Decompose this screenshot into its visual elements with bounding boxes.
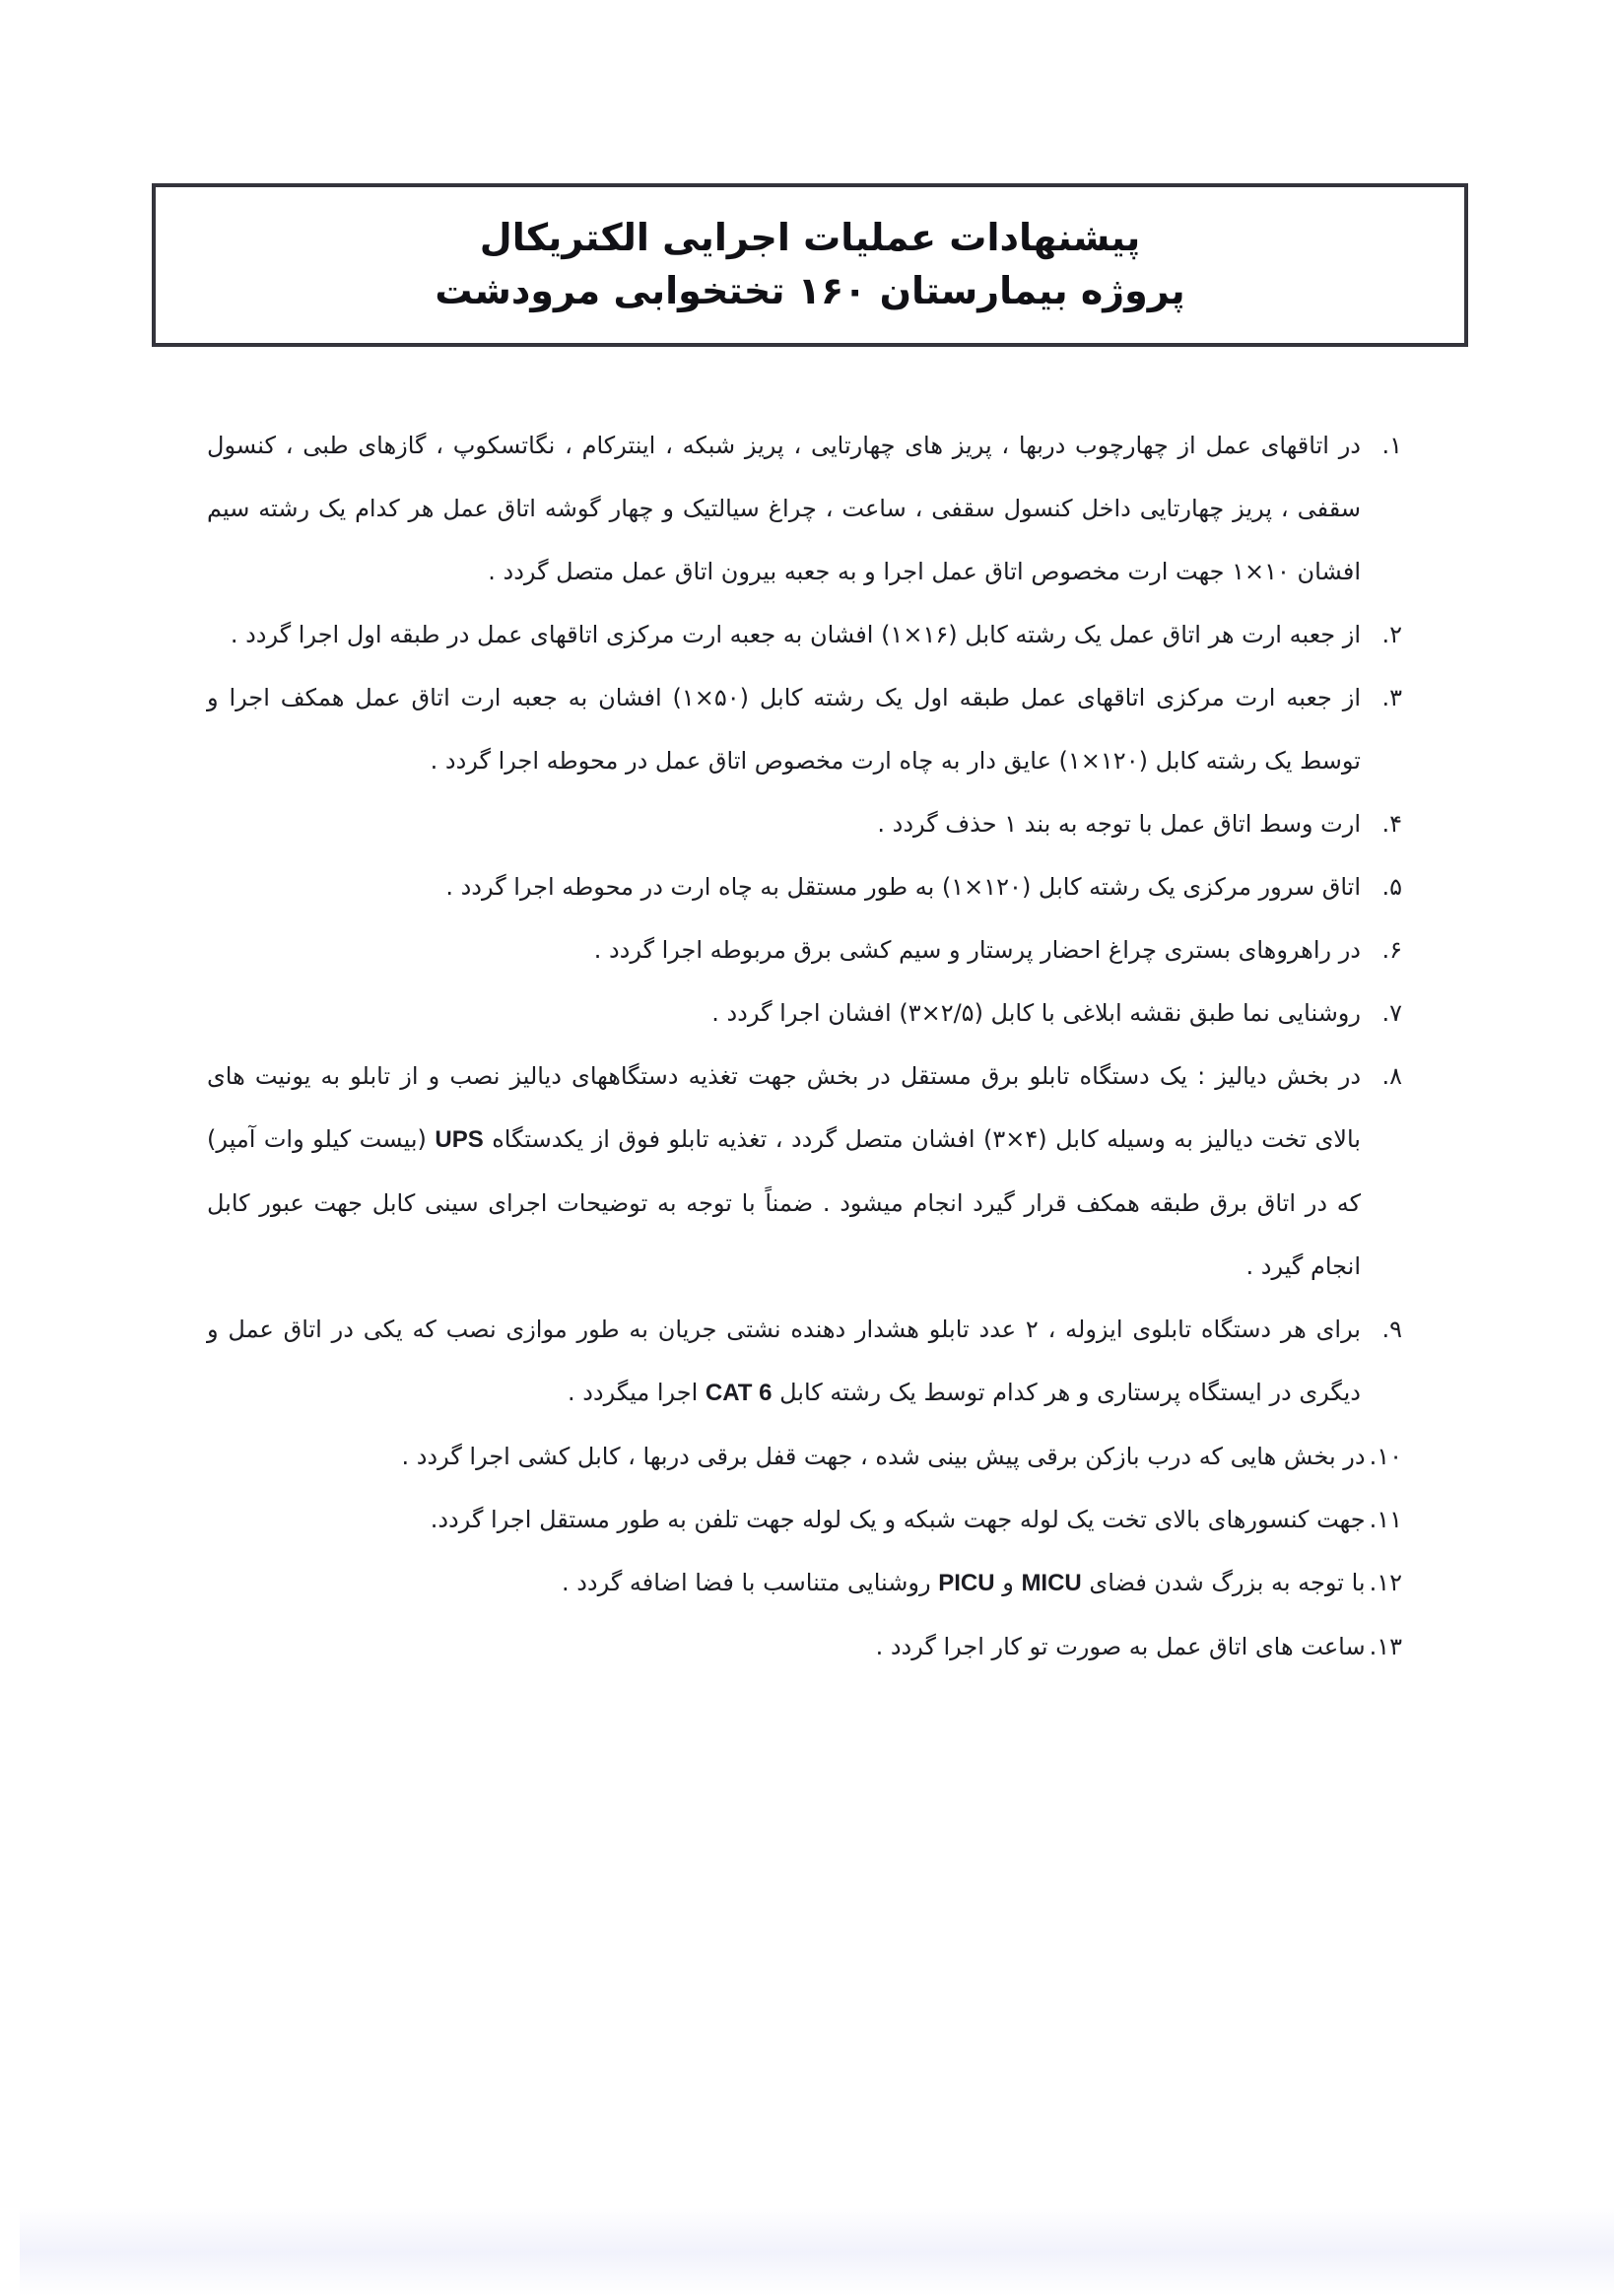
item-text — [207, 1551, 1366, 1615]
item-text-part: (بیست کیلو وات آمپر) که در اتاق برق طبقه همکف قرار گیرد انجام میشود . ضمناً با توجه به توضیحات اجرای سینی کابل جهت عبور کابل انجام گیرد . — [207, 1125, 1361, 1280]
list-item-12 — [207, 1551, 1402, 1615]
list-item-11 — [207, 1488, 1402, 1551]
item-text-part: با توجه به بزرگ شدن فضای — [1089, 1569, 1366, 1596]
item-number: ۵. — [1381, 873, 1402, 901]
item-number: ۳. — [1381, 684, 1402, 711]
item-text: جهت کنسورهای بالای تخت یک لوله جهت شبکه و یک لوله جهت تلفن به طور مستقل اجرا گردد. — [430, 1506, 1366, 1533]
item-text — [207, 1045, 1361, 1298]
item-text: روشنایی نما طبق نقشه ابلاغی با کابل (۲/۵×۳) افشان اجرا گردد . — [711, 999, 1361, 1027]
item-text: از جعبه ارت مرکزی اتاقهای عمل طبقه اول یک رشته کابل (۵۰×۱) افشان به جعبه ارت اتاق عمل همکف اجرا و توسط یک رشته کابل (۱۲۰×۱) عایق دار به چاه ارت مخصوص اتاق عمل در محوطه اجرا گردد . — [207, 684, 1361, 775]
cat6-term: CAT 6 — [705, 1380, 773, 1406]
recommendations-list — [207, 414, 1402, 1678]
list-item-3 — [207, 666, 1402, 792]
item-text — [207, 1298, 1361, 1425]
item-number: ۱۲. — [1369, 1569, 1402, 1596]
list-item-9 — [207, 1298, 1402, 1425]
picu-term: PICU — [938, 1570, 995, 1596]
item-text-part: روشنایی متناسب با فضا اضافه گردد . — [561, 1569, 931, 1596]
list-item-10 — [207, 1425, 1402, 1488]
item-text: در اتاقهای عمل از چهارچوب دربها ، پریز های چهارتایی ، پریز شبکه ، اینترکام ، نگاتسکوپ ، گازهای طبی ، کنسول سقفی ، پریز چهارتایی داخل کنسول سقفی ، ساعت ، چراغ سیالتیک و چهار گوشه اتاق عمل هر کدام یک رشته سیم افشان ۱۰×۱ جهت ارت مخصوص اتاق عمل اجرا و به جعبه بیرون اتاق عمل متصل گردد . — [207, 432, 1361, 585]
document-title: پیشنهادات عملیات اجرایی الکتریکال — [479, 216, 1141, 260]
item-number: ۸. — [1381, 1062, 1402, 1090]
item-number: ۱۰. — [1369, 1443, 1402, 1470]
ups-term: UPS — [435, 1126, 484, 1153]
title-box — [152, 183, 1468, 347]
list-item-7 — [207, 981, 1402, 1045]
item-number: ۲. — [1381, 621, 1402, 648]
list-item-8 — [207, 1045, 1402, 1298]
list-item-13 — [207, 1615, 1402, 1678]
list-item-2 — [207, 603, 1402, 666]
item-text: از جعبه ارت هر اتاق عمل یک رشته کابل (۱۶×۱) افشان به جعبه ارت مرکزی اتاقهای عمل در طبقه اول اجرا گردد . — [230, 621, 1361, 648]
item-text: ارت وسط اتاق عمل با توجه به بند ۱ حذف گردد . — [877, 810, 1361, 838]
item-number: ۱۳. — [1369, 1633, 1402, 1660]
item-number: ۶. — [1381, 936, 1402, 964]
item-text-part: اجرا میگردد . — [567, 1379, 699, 1406]
project-title: پروژه بیمارستان ۱۶۰ تختخوابی مرودشت — [435, 269, 1185, 312]
item-text: اتاق سرور مرکزی یک رشته کابل (۱۲۰×۱) به طور مستقل به چاه ارت در محوطه اجرا گردد . — [445, 873, 1361, 901]
item-text: ساعت های اتاق عمل به صورت تو کار اجرا گردد . — [875, 1633, 1366, 1660]
list-item-6 — [207, 918, 1402, 981]
scan-shading — [20, 2207, 1614, 2296]
item-number: ۴. — [1381, 810, 1402, 838]
item-number: ۹. — [1381, 1316, 1402, 1343]
list-item-5 — [207, 855, 1402, 918]
item-text: در راهروهای بستری چراغ احضار پرستار و سیم کشی برق مربوطه اجرا گردد . — [593, 936, 1361, 964]
list-item-4 — [207, 792, 1402, 855]
item-text-part: برای هر دستگاه تابلوی ایزوله ، ۲ عدد تابلو هشدار دهنده نشتی جریان به طور موازی نصب که یکی در اتاق عمل و دیگری در ایستگاه پرستاری و هر کدام توسط یک رشته کابل — [207, 1316, 1361, 1406]
item-text: در بخش هایی که درب بازکن برقی پیش بینی شده ، جهت قفل برقی دربها ، کابل کشی اجرا گردد . — [401, 1443, 1366, 1470]
micu-term: MICU — [1021, 1570, 1082, 1596]
item-text-part: و — [1002, 1569, 1014, 1596]
list-item-1 — [207, 414, 1402, 603]
item-number: ۱. — [1381, 432, 1402, 459]
item-number: ۷. — [1381, 999, 1402, 1027]
item-text-part: در بخش دیالیز : یک دستگاه تابلو برق مستقل در بخش جهت تغذیه دستگاههای دیالیز نصب و از تابلو به یونیت های بالای تخت دیالیز به وسیله کابل (۴×۳) افشان متصل گردد ، تغذیه تابلو فوق از یکدستگاه — [207, 1062, 1361, 1153]
item-number: ۱۱. — [1369, 1506, 1402, 1533]
